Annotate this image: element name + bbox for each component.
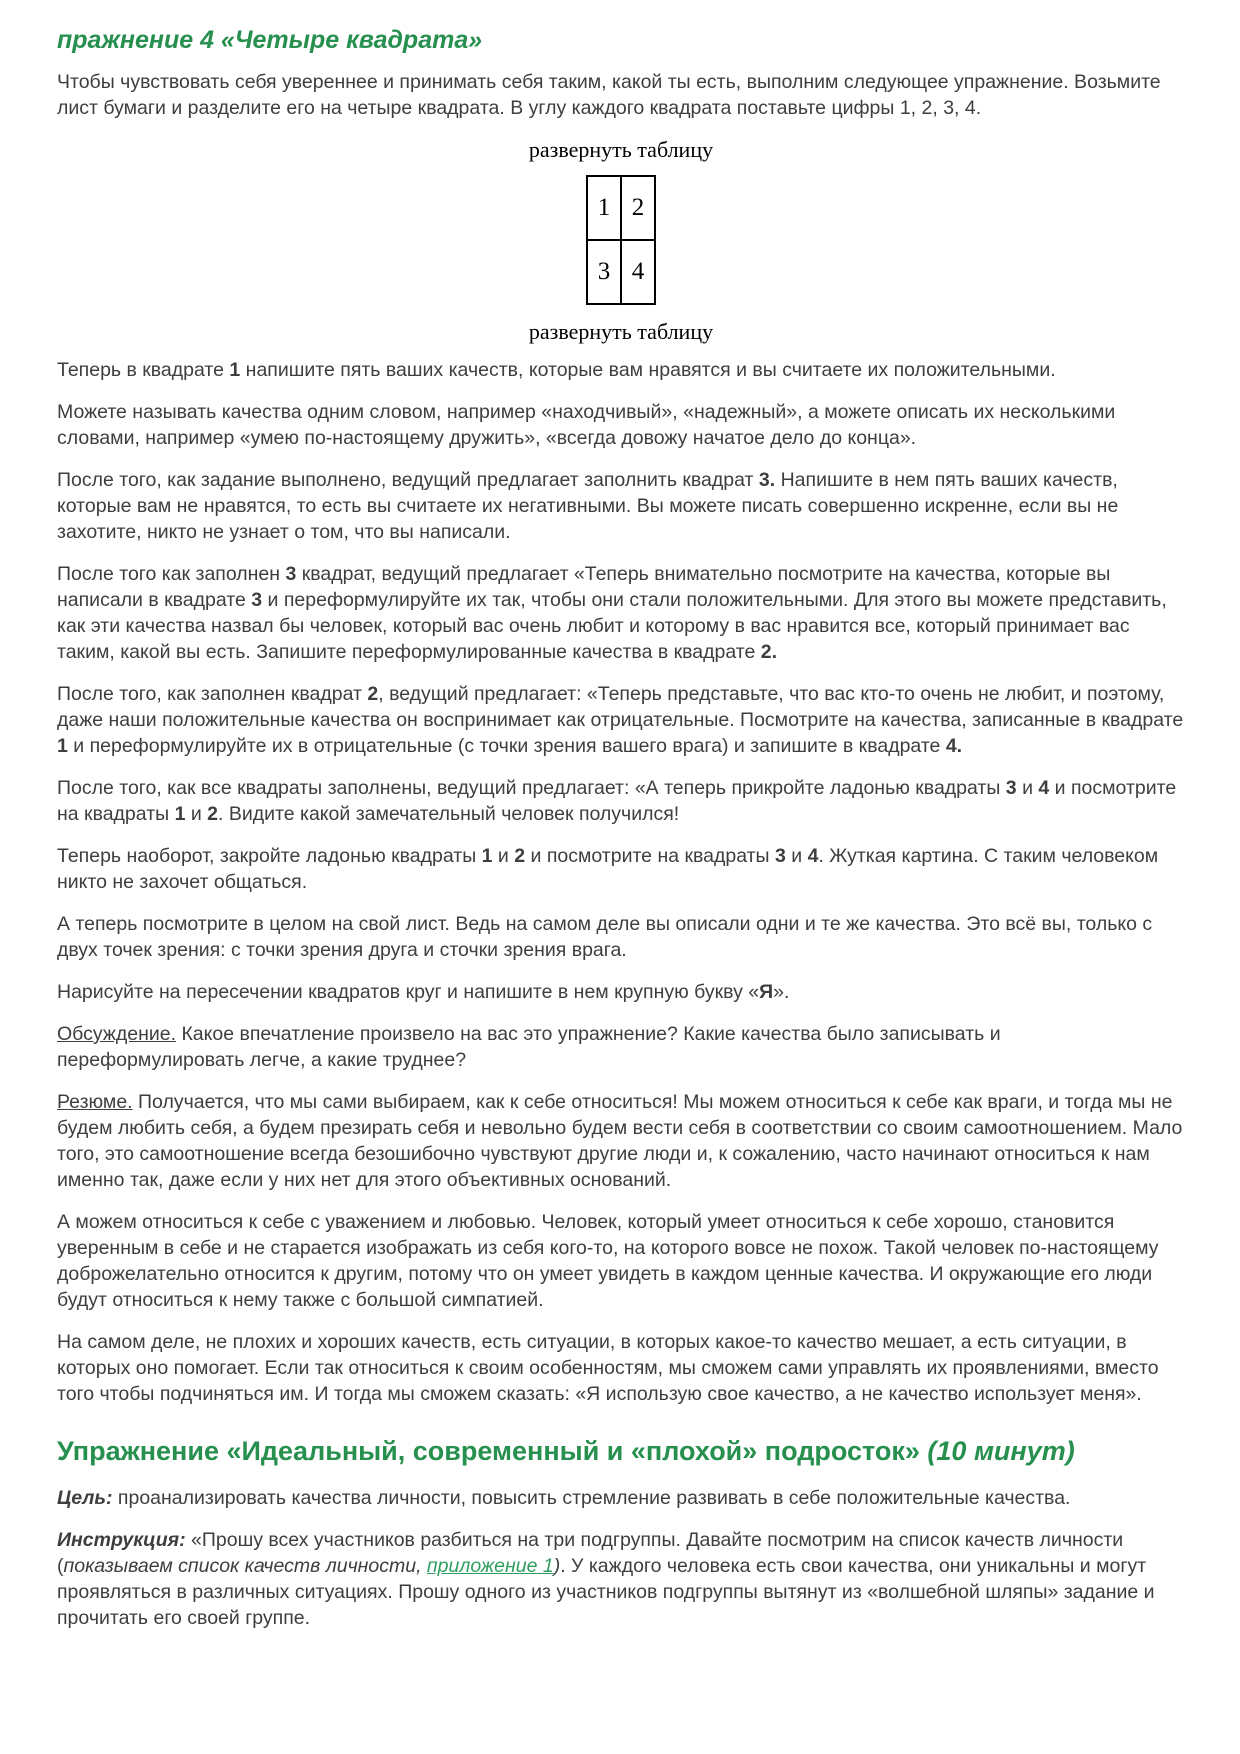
text-run: (10 минут)	[919, 1435, 1075, 1466]
text-run: 3.	[758, 468, 776, 491]
text-run: 3	[251, 588, 263, 611]
text-run: 2	[514, 844, 526, 867]
text-run: . Жуткая картина. С таким человеком никто не захочет общаться.	[57, 844, 1159, 893]
text-run: 4	[1038, 776, 1050, 799]
text-run: Можете называть качества одним словом, например «находчивый», «надежный», а можете описать их несколькими словами, например «умею по-настоящему дружить», «всегда довожу начатое дело до конца».	[57, 400, 1116, 449]
text-run: проанализировать качества личности, повысить стремление развивать в себе положительные качества.	[112, 1487, 1071, 1510]
paragraph	[57, 1089, 1185, 1193]
text-run: и	[1016, 776, 1039, 799]
four-squares-table	[586, 175, 656, 305]
text-run: Нарисуйте на пересечении квадратов круг и напишите в нем крупную букву «	[57, 980, 760, 1003]
text-run: Теперь в квадрате	[57, 358, 230, 381]
appendix-link[interactable]: приложение 1	[426, 1555, 554, 1578]
text-run: квадрат, ведущий предлагает «Теперь внимательно посмотрите на качества, которые вы написали в квадрате	[57, 562, 1111, 611]
text-run: Напишите в нем пять ваших качеств, которые вам не нравятся, то есть вы считаете их негативными. Вы можете писать совершенно искренне, если вы не захотите, никто не узнает о том, что вы написали.	[57, 468, 1119, 543]
text-run: Цель:	[57, 1487, 113, 1510]
text-run: После того, как заполнен квадрат	[57, 682, 368, 705]
exercise-ideal-teen-heading	[57, 1435, 1185, 1467]
text-run: Получается, что мы сами выбираем, как к себе относиться! Мы можем относиться к себе как враги, и тогда мы не будем любить себя, а будем презирать себя и невольно будем вести себя в соответствии со своим самоотношением. Мало того, это самоотношение всегда безошибочно чувствуют другие люди и, к сожалению, часто начинают относиться к нам именно так, даже если у них нет для этого объективных оснований.	[57, 1090, 1183, 1191]
text-run: 3	[1005, 776, 1017, 799]
table-cell-2: 2	[621, 176, 655, 240]
text-run: )	[553, 1555, 561, 1578]
text-run: и	[185, 802, 208, 825]
paragraph	[57, 1485, 1185, 1511]
expand-table-caption-top[interactable]: развернуть таблицу	[528, 136, 714, 162]
table-cell-1: 1	[587, 176, 621, 240]
text-run: . У каждого человека есть свои качества, они уникальны и могут проявляться в различных ситуациях. Прошу одного из участников подгруппы вытянут из «волшебной шляпы» задание и прочитать его своей группе.	[57, 1555, 1155, 1630]
text-run: 3	[285, 562, 297, 585]
paragraph	[57, 681, 1185, 759]
text-run: и посмотрите на квадраты	[57, 776, 1177, 825]
text-run: 3	[775, 844, 786, 867]
paragraph	[57, 911, 1185, 963]
paragraph	[57, 1021, 1185, 1073]
paragraph	[57, 843, 1185, 895]
text-run: 2	[367, 682, 379, 705]
table-cell-3: 3	[587, 240, 621, 304]
text-run: 4	[807, 844, 819, 867]
text-run: А можем относиться к себе с уважением и любовью. Человек, который умеет относиться к себе хорошо, становится уверенным в себе и не старается изображать из себя кого-то, на которого вовсе не похож. Такой человек по-настоящему доброжелательно относится к другим, потому что он умеет увидеть в каждом ценные качества. И окружающие его люди будут относиться к нему также с большой симпатией.	[57, 1210, 1159, 1311]
text-run: Резюме.	[57, 1090, 133, 1113]
text-run: и	[785, 844, 808, 867]
paragraph	[57, 467, 1185, 545]
text-run: и переформулируйте их в отрицательные (с точки зрения вашего врага) и запишите в квадрате	[67, 734, 946, 757]
text-run: «Прошу всех участников разбиться на три подгруппы. Давайте посмотрим на список качеств личности (	[57, 1529, 1124, 1578]
text-run: Обсуждение.	[57, 1022, 177, 1045]
text-run: показываем список качеств личности,	[63, 1555, 427, 1578]
text-run: 1	[229, 358, 241, 381]
paragraph	[57, 399, 1185, 451]
text-run: . Видите какой замечательный человек получился!	[218, 802, 680, 825]
text-run: После того, как задание выполнено, ведущий предлагает заполнить квадрат	[57, 468, 759, 491]
text-run: ».	[773, 980, 790, 1003]
text-run: 1	[481, 844, 493, 867]
paragraph	[57, 69, 1185, 121]
paragraph	[57, 775, 1185, 827]
text-run: А теперь посмотрите в целом на свой лист. Ведь на самом деле вы описали одни и те же качества. Это всё вы, только с двух точек зрения: с точки зрения друга и сточки зрения врага.	[57, 912, 1153, 961]
paragraph	[57, 357, 1185, 383]
table-row	[587, 176, 655, 240]
text-run: и переформулируйте их так, чтобы они стали положительными. Для этого вы можете представить, как эти качества назвал бы человек, который вас очень любит и которому в вас нравится все, который принимает вас таким, какой вы есть. Запишите переформулированные качества в квадрате	[57, 588, 1167, 663]
paragraph	[57, 1329, 1185, 1407]
expand-table-caption-bottom[interactable]: развернуть таблицу	[528, 318, 714, 344]
text-run: и посмотрите на квадраты	[525, 844, 775, 867]
table-row	[587, 240, 655, 304]
text-run: На самом деле, не плохих и хороших качеств, есть ситуации, в которых какое-то качество мешает, а есть ситуации, в которых оно помогает. Если так относиться к своим особенностям, мы сможем сами управлять их проявлениями, вместо того чтобы подчиняться им. И тогда мы сможем сказать: «Я использую свое качество, а не качество использует меня».	[57, 1330, 1159, 1405]
text-run: Чтобы чувствовать себя увереннее и принимать себя таким, какой ты есть, выполним следующее упражнение. Возьмите лист бумаги и разделите его на четыре квадрата. В углу каждого квадрата поставьте цифры 1, 2, 3, 4.	[57, 70, 1161, 119]
text-run: , ведущий предлагает: «Теперь представьте, что вас кто-то очень не любит, и поэтому, даже наши положительные качества он воспринимает как отрицательные. Посмотрите на качества, записанные в квадрате	[57, 682, 1184, 731]
text-run: Какое впечатление произвело на вас это упражнение? Какие качества было записывать и переформулировать легче, а какие труднее?	[57, 1022, 1001, 1071]
paragraph	[57, 561, 1185, 665]
text-run: 2	[207, 802, 219, 825]
text-run: После того, как все квадраты заполнены, ведущий предлагает: «А теперь прикройте ладонью квадраты	[57, 776, 1006, 799]
text-run: 2.	[760, 640, 778, 663]
text-run: После того как заполнен	[57, 562, 286, 585]
table-cell-4: 4	[621, 240, 655, 304]
text-run: пражнение 4 «Четыре квадрата»	[57, 26, 483, 54]
text-run: 1	[57, 734, 68, 757]
text-run: Инструкция:	[57, 1529, 186, 1552]
text-run: Упражнение «Идеальный, современный и «плохой» подросток»	[57, 1435, 920, 1466]
text-run: и	[492, 844, 515, 867]
text-run: напишите пять ваших качеств, которые вам нравятся и вы считаете их положительными.	[240, 358, 1056, 381]
text-run: 4.	[945, 734, 963, 757]
document-body	[57, 26, 1185, 1631]
exercise-4-heading	[57, 26, 1185, 55]
text-run: Я	[759, 980, 774, 1003]
paragraph	[57, 1209, 1185, 1313]
paragraph	[57, 1527, 1185, 1631]
paragraph	[57, 979, 1185, 1005]
text-run: Теперь наоборот, закройте ладонью квадраты	[57, 844, 482, 867]
text-run: 1	[174, 802, 186, 825]
